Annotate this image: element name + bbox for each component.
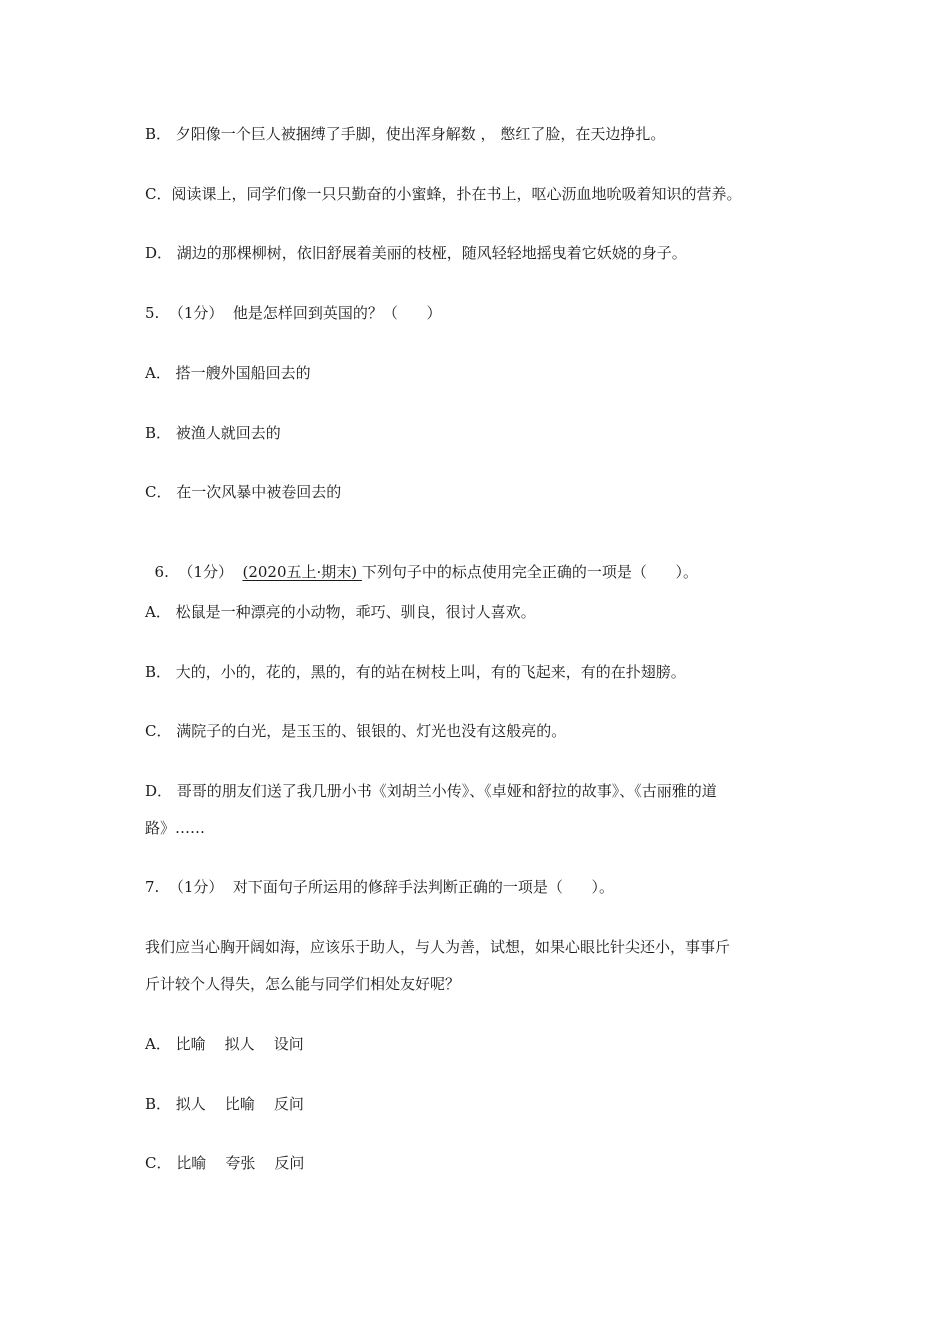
- q7-stem: 7. （1分） 对下面句子所运用的修辞手法判断正确的一项是（ ）。: [145, 878, 615, 896]
- q6-source-link[interactable]: (2020五上·期末): [242, 563, 362, 581]
- q6-option-d-cont: 路》……: [145, 819, 206, 837]
- q7-option-b: B． 拟人 比喻 反问: [145, 1095, 304, 1113]
- q7-passage-line1: 我们应当心胸开阔如海，应该乐于助人，与人为善，试想，如果心眼比针尖还小，事事斤: [145, 938, 731, 956]
- q6-option-b: B． 大的，小的，花的，黑的，有的站在树枝上叫，有的飞起来，有的在扑翅膀。: [145, 663, 686, 681]
- q4-option-b: B． 夕阳像一个巨人被捆缚了手脚，使出浑身解数 ， 憋红了脸，在天边挣扎。: [145, 125, 666, 143]
- q7-option-c: C． 比喻 夸张 反问: [145, 1154, 305, 1172]
- q5-option-a: A． 搭一艘外国船回去的: [145, 364, 311, 382]
- q6-option-a: A． 松鼠是一种漂亮的小动物，乖巧、驯良，很讨人喜欢。: [145, 603, 536, 621]
- q5-option-b: B． 被渔人就回去的: [145, 424, 281, 442]
- q7-option-a: A． 比喻 拟人 设问: [145, 1035, 304, 1053]
- q7-passage-line2: 斤计较个人得失，怎么能与同学们相处友好呢？: [145, 975, 461, 993]
- q6-stem: [145, 542, 698, 582]
- q5-option-c: C． 在一次风暴中被卷回去的: [145, 483, 342, 501]
- q5-stem: 5. （1分） 他是怎样回到英国的？（ ）: [145, 304, 442, 322]
- q4-option-c: C．阅读课上，同学们像一只只勤奋的小蜜蜂，扑在书上，呕心沥血地吮吸着知识的营养。: [145, 185, 742, 203]
- q4-option-d: D． 湖边的那棵柳树，依旧舒展着美丽的枝桠，随风轻轻地摇曳着它妖娆的身子。: [145, 244, 687, 262]
- q6-text: 下列句子中的标点使用完全正确的一项是（ ）。: [361, 563, 699, 581]
- q6-number: 6. （1分）: [154, 563, 243, 581]
- q6-option-c: C． 满院子的白光，是玉玉的、银银的、灯光也没有这般亮的。: [145, 722, 567, 740]
- q6-option-d: D． 哥哥的朋友们送了我几册小书《刘胡兰小传》、《卓娅和舒拉的故事》、《古丽雅的道: [145, 782, 717, 800]
